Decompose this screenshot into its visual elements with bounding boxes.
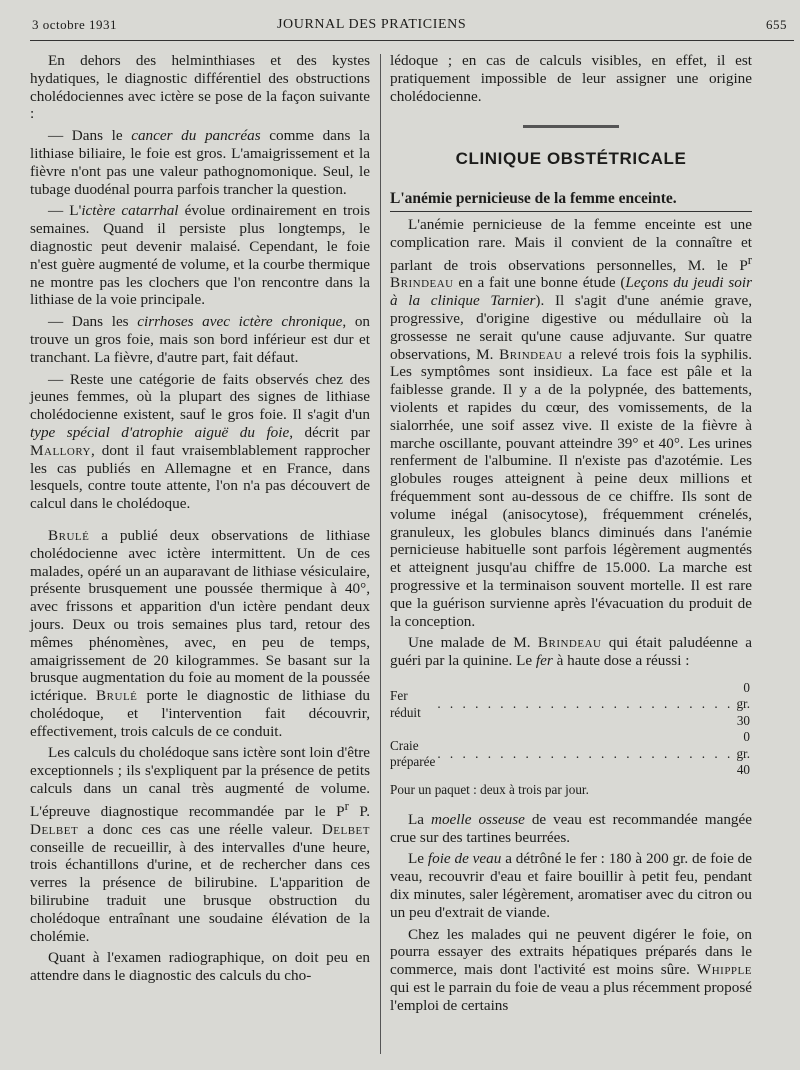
paragraph-text: a donc ces cas une réelle valeur. — [78, 820, 322, 838]
paragraph-text: — Dans le — [48, 127, 132, 145]
ingredient-name: Fer réduit — [390, 688, 421, 720]
paragraph-text: qui est le parrain du foie de veau a plus récemment proposé l'emploi de certains — [390, 978, 752, 1014]
italic-term: ictère catarrhal — [81, 202, 179, 220]
superscript: r — [344, 798, 349, 813]
superscript: r — [747, 252, 752, 267]
paragraph — [30, 744, 370, 945]
author-name: Brindeau — [499, 345, 563, 363]
paragraph-text: L'anémie pernicieuse de la femme enceinte est une complication rare. Mais il convient de la connaître et parlant de trois observations personnelles, M. le P — [390, 215, 752, 274]
paragraph — [30, 371, 370, 513]
page-number: 655 — [766, 17, 787, 32]
prescription-row — [390, 729, 750, 779]
author-name: Delbet — [321, 820, 370, 838]
paragraph — [390, 216, 752, 630]
paragraph-text: ). Il s'agit d'une anémie grave, progressive, d'origine digestive ou médullaire où la grossesse ne serait qu'une cause adjuvante. Sur quatre observations, M. — [390, 292, 752, 363]
leader-dots: . . . . . . . . . . . . . . . . . . . . . . . . — [437, 696, 734, 712]
author-name: Brindeau — [537, 634, 602, 652]
ingredient-quantity: 0 gr. 40 — [736, 729, 750, 778]
issue-date: 3 octobre 1931 — [32, 17, 117, 32]
paragraph-text: conseille de recueillir, à des intervalles d'une heure, trois échantillons d'urine, et de rechercher dans ces verres la présence de bilirubine. L'apparition de bilirubine traduit une brusque obstruction du cholédoque entraînant une soudaine élévation de la cholémie. — [30, 838, 370, 945]
paragraph — [390, 926, 752, 1015]
paragraph — [390, 634, 752, 670]
paragraph-text: — L' — [48, 202, 82, 220]
italic-term: moelle osseuse — [431, 810, 525, 828]
paragraph-text: P. — [348, 802, 370, 820]
leader-dots: . . . . . . . . . . . . . . . . . . . . . . . . — [437, 745, 734, 761]
italic-term: Leçons du jeudi soir à la clinique Tarnier — [390, 274, 752, 310]
paragraph-text: Le — [408, 850, 428, 868]
paragraph-text: en a fait une bonne étude ( — [453, 274, 626, 292]
author-name: Brindeau — [390, 274, 454, 292]
paragraph-text: En dehors des helminthiases et des kystes hydatiques, le diagnostic différentiel des obstructions cholédociennes avec ictère se pose de la façon suivante : — [30, 52, 370, 123]
article-title: L'anémie pernicieuse de la femme enceinte. — [390, 190, 752, 212]
prescription-row — [390, 680, 750, 730]
paragraph-text: , on trouve un gros foie, mais son bord inférieur est dur et tranchant. La fièvre, d'autre part, fait défaut. — [30, 313, 371, 366]
author-name: Brulé — [48, 526, 90, 544]
author-name: Mallory — [30, 441, 92, 459]
paragraph-text: Les calculs du cholédoque sans ictère sont loin d'être exceptionnels ; ils s'expliquent par la présence de petits calculs dans un canal très augmenté de volume. L'épreuve diagnostique recommandée par le P — [30, 744, 370, 820]
paragraph — [30, 52, 370, 123]
paragraph-text: a publié deux observations de lithiase cholédocienne avec ictère intermittent. Un de ces malades, opéré un an auparavant de lithiase vésiculaire, présente brusquement une poussée thermique à 40°, avec frissons et apparition d'un ictère pendant deux jours. Deux ou trois semaines plus tard, retour des mêmes phénomènes, avec, en peu de temps, amaigrissement de 20 kilogrammes. Se basant sur la brusque augmentation du foie au moment de la poussée ictérique. — [30, 526, 370, 705]
paragraph — [30, 313, 370, 366]
right-column — [390, 52, 752, 1019]
italic-term: cancer du pancréas — [131, 127, 261, 145]
paragraph — [390, 811, 752, 847]
paragraph-text: Chez les malades qui ne peuvent digérer le foie, on pourra essayer des extraits hépatiques préparés dans le commerce, mais dont l'activité est moins sûre. — [390, 925, 752, 979]
paragraph-text: à haute dose a réussi : — [552, 652, 690, 670]
paragraph-text: , décrit par — [289, 423, 371, 441]
paragraph-text: — Reste une catégorie de faits observés chez des jeunes femmes, où la plupart des signes de lithiase cholédocienne existent, sauf le gros foie. Il s'agit d'un — [30, 370, 370, 424]
paragraph — [390, 52, 752, 105]
paragraph-text: comme dans la lithiase biliaire, le foie est gros. L'amaigrissement et la fièvre n'ont pas une valeur pathognomonique. Seul, le tubage duodénal pourra parfois trancher la question. — [30, 127, 370, 198]
prescription-table — [390, 680, 750, 779]
paragraph-text: lédoque ; en cas de calculs visibles, en effet, il est pratiquement impossible de leur assigner une origine cholédocienne. — [390, 52, 752, 105]
paragraph-text: a relevé trois fois la syphilis. Les symptômes sont insidieux. La face est pâle et la faiblesse grande. Il y a de la polypnée, des battements, violents et rapides du cœur, des vomissements, de la sialorrhée, une soif assez vive. Il existe de la fièvre à marche oscillante, pouvant atteindre 39° et 40°. Les urines renferment de l'albumine. Il n'existe pas d'azotémie. Les globules rouges atteignent à peine deux millions et fréquemment sont au-dessous de ce chiffre. Ils sont de volume inégal (anisocytose), fréquemment crénelés, granuleux, les globules blancs diminués dans l'anémie pernicieuse habituelle sont parfois légèrement augmentés et atteignent jusqu'au chiffre de 15.000. La marche est progressive et la terminaison souvent mortelle. Il est rare que la guérison survienne après l'évacuation du produit de la conception. — [390, 345, 752, 630]
paragraph — [30, 202, 370, 309]
paragraph-text: de veau est recommandée mangée crue sur des tartines beurrées. — [390, 810, 752, 846]
page-header — [32, 14, 792, 36]
italic-term: fer — [535, 652, 553, 670]
paragraph-text: porte le diagnostic de lithiase du cholédoque, et l'intervention fait découvrir, effectivement, trois calculs de ce conduit. — [30, 687, 370, 740]
column-divider — [380, 54, 381, 1054]
left-column — [30, 52, 370, 989]
italic-term: foie de veau — [427, 850, 502, 868]
paragraph — [30, 949, 370, 985]
ingredient-quantity: 0 gr. 30 — [736, 679, 750, 728]
journal-title: JOURNAL DES PRATICIENS — [277, 17, 467, 32]
italic-term: cirrhoses avec ictère chronique — [137, 313, 343, 331]
ingredient-name: Craie préparée — [390, 737, 436, 770]
paragraph — [390, 850, 752, 921]
prescription-note: Pour un paquet : deux à trois par jour. — [390, 781, 589, 797]
header-rule — [30, 40, 794, 41]
paragraph — [30, 127, 370, 198]
italic-term: type spécial d'atrophie aiguë du foie — [30, 423, 290, 441]
paragraph-text: évolue ordinairement en trois semaines. Quand il persiste plus longtemps, le diagnostic peut devenir malaisé. Cependant, le foie n'est guère augmenté de volume, et la courbe thermique ne montre pas les clochers que l'on rencontre dans la lithiase de la voie principale. — [30, 202, 370, 309]
paragraph-text: Une malade de M. — [408, 634, 538, 652]
paragraph-text: qui était paludéenne a guéri par la quinine. Le — [390, 634, 752, 670]
author-name: Brulé — [96, 687, 138, 705]
paragraph-text: Quant à l'examen radiographique, on doit peu en attendre dans le diagnostic des calculs du cho- — [30, 949, 370, 985]
author-name: Whipple — [696, 961, 752, 979]
section-title: CLINIQUE OBSTÉTRICALE — [455, 149, 687, 169]
paragraph-text: a détrôné le fer : 180 à 200 gr. de foie de veau, recouvrir d'eau et faire bouillir à petit feu, pendant dix minutes, saler légèrement, aromatiser avec du citron ou un peu d'extrait de viande. — [390, 850, 752, 921]
paragraph — [30, 527, 370, 741]
paragraph-text: , dont il faut vraisemblablement rapprocher les cas publiés en Allemagne et en France, dans lesquels, contre toute attente, l'on n'a pas découvert de calcul dans le cholédoque. — [30, 441, 370, 513]
paragraph-text: — Dans les — [48, 313, 138, 331]
paragraph-text: La — [408, 810, 431, 828]
author-name: Delbet — [30, 820, 79, 838]
section-divider — [523, 125, 619, 128]
